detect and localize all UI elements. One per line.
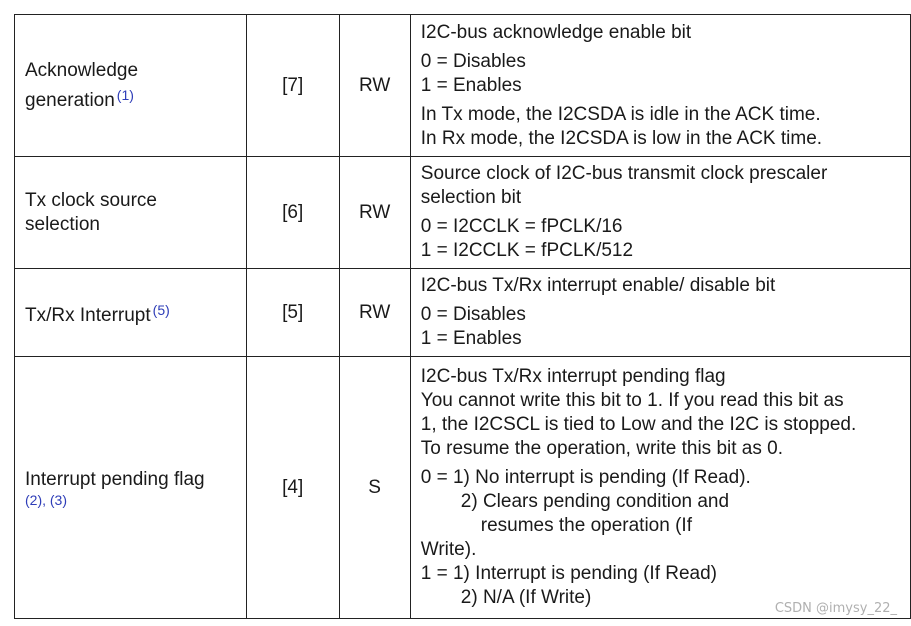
- type-cell: RW: [339, 15, 410, 157]
- table-row: [15, 357, 911, 619]
- desc-text: To resume the operation, write this bit as 0.: [420, 438, 783, 459]
- field-name-line: selection: [25, 213, 100, 235]
- desc-note: In Tx mode, the I2CSDA is idle in the ACK time.: [420, 103, 821, 125]
- desc-option: 0 = Disables: [420, 50, 526, 72]
- desc-option: 2) Clears pending condition and: [460, 491, 730, 512]
- description-cell: [410, 269, 910, 357]
- bit-cell: [5]: [246, 269, 339, 357]
- field-name-cell: [15, 15, 247, 157]
- description-cell: [410, 15, 910, 157]
- desc-option: 1 = Enables: [420, 328, 522, 349]
- table-row: [15, 269, 911, 357]
- field-name-line: Interrupt pending flag: [25, 468, 205, 490]
- type-cell: RW: [339, 157, 410, 269]
- watermark: CSDN @imysy_22_: [774, 601, 897, 616]
- desc-option: 1 = I2CCLK = fPCLK/512: [420, 240, 634, 261]
- desc-option: 1 = Enables: [420, 74, 522, 96]
- register-table-container: [14, 14, 911, 619]
- desc-option: 0 = Disables: [420, 304, 526, 325]
- field-name-line: Tx clock source: [25, 189, 157, 211]
- desc-option: 2) N/A (If Write): [460, 587, 592, 608]
- desc-title: I2C-bus Tx/Rx interrupt pending flag: [420, 366, 726, 387]
- desc-option: 1 = 1) Interrupt is pending (If Read): [420, 563, 718, 584]
- footnote-ref[interactable]: (2), (3): [25, 491, 67, 508]
- field-name-text: generation: [25, 89, 115, 111]
- field-name-cell: [15, 357, 247, 619]
- bit-cell: [4]: [246, 357, 339, 619]
- desc-note: In Rx mode, the I2CSDA is low in the ACK time.: [420, 127, 823, 149]
- description-cell: [410, 157, 910, 269]
- desc-title: I2C-bus Tx/Rx interrupt enable/ disable bit: [420, 275, 776, 296]
- field-name-line: [25, 83, 246, 113]
- bit-cell: [6]: [246, 157, 339, 269]
- field-name-text: Tx/Rx Interrupt: [25, 304, 151, 326]
- register-field-table: [14, 14, 911, 619]
- desc-title: selection bit: [420, 187, 522, 208]
- desc-option: 0 = 1) No interrupt is pending (If Read).: [420, 467, 751, 488]
- desc-option: resumes the operation (If: [480, 515, 692, 536]
- table-row: [15, 15, 911, 157]
- field-name-cell: [15, 157, 247, 269]
- desc-text: 1, the I2CSCL is tied to Low and the I2C is stopped.: [420, 414, 857, 435]
- footnote-ref[interactable]: (1): [116, 86, 134, 103]
- field-name-line: [25, 298, 246, 328]
- type-cell: RW: [339, 269, 410, 357]
- desc-option: 0 = I2CCLK = fPCLK/16: [420, 216, 623, 237]
- bit-cell: [7]: [246, 15, 339, 157]
- desc-option: Write).: [420, 539, 477, 560]
- desc-title: I2C-bus acknowledge enable bit: [420, 21, 692, 43]
- description-cell: [410, 357, 910, 619]
- table-row: [15, 157, 911, 269]
- desc-text: You cannot write this bit to 1. If you read this bit as: [420, 390, 844, 411]
- desc-title: Source clock of I2C-bus transmit clock prescaler: [420, 163, 828, 184]
- field-name-cell: [15, 269, 247, 357]
- field-name-line: Acknowledge: [25, 59, 139, 81]
- type-cell: S: [339, 357, 410, 619]
- footnote-ref[interactable]: (5): [152, 301, 170, 318]
